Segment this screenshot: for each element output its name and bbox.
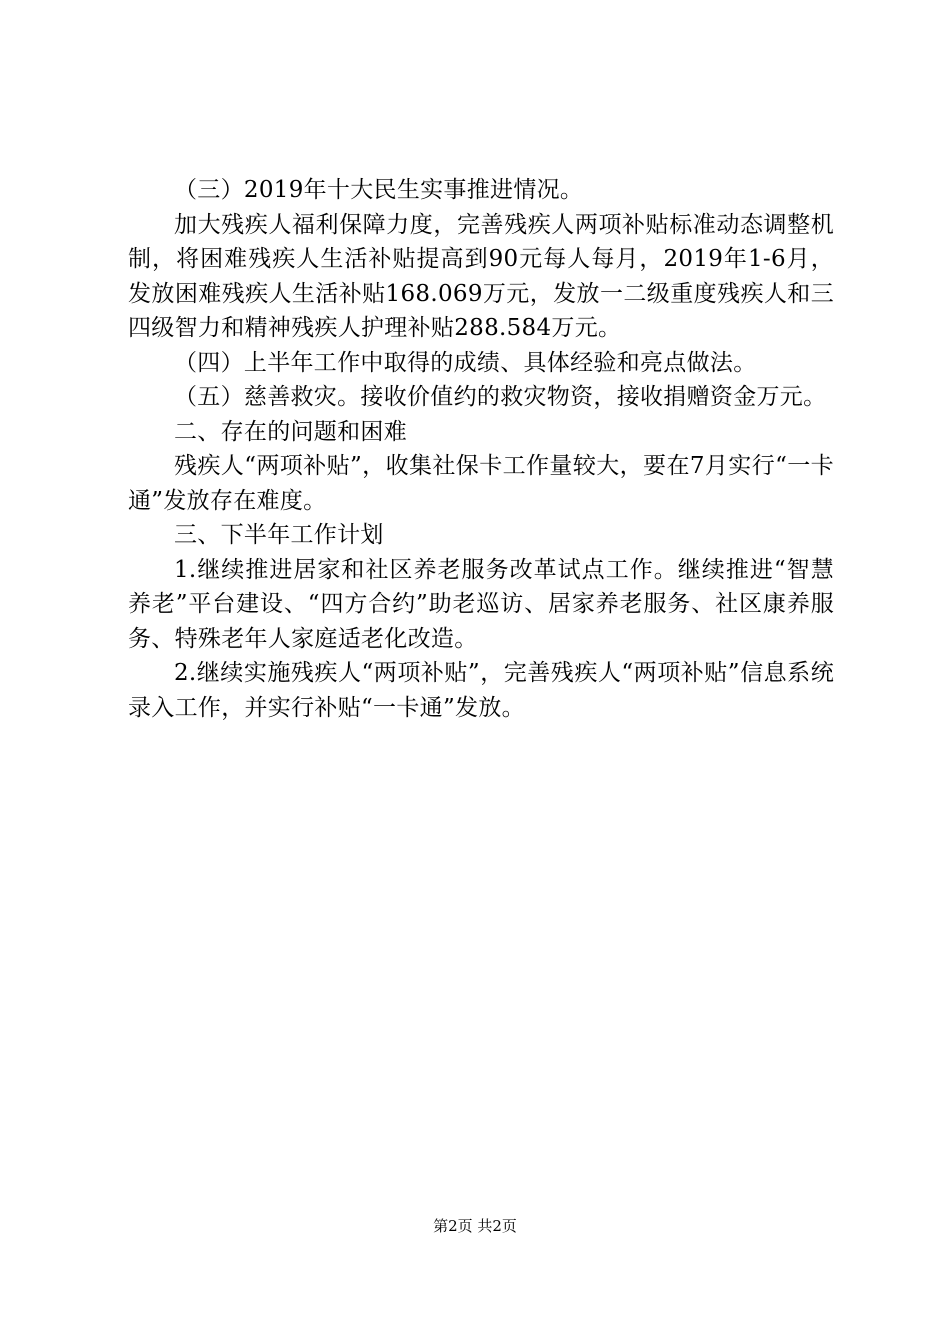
document-body — [128, 173, 834, 725]
section-heading-four: （四）上半年工作中取得的成绩、具体经验和亮点做法。 — [174, 349, 757, 376]
section-heading-three: （三）2019年十大民生实事推进情况。 — [174, 177, 584, 203]
paragraph-problems: 残疾人“两项补贴”，收集社保卡工作量较大，要在7月实行“一卡通”发放存在难度。 — [128, 453, 834, 514]
section-heading-plan: 三、下半年工作计划 — [174, 522, 384, 548]
section-heading-five: （五）慈善救灾。接收价值约的救灾物资，接收捐赠资金万元。 — [174, 384, 827, 410]
plan-item-2: 2.继续实施残疾人“两项补贴”，完善残疾人“两项补贴”信息系统录入工作，并实行补贴“一卡通”发放。 — [128, 660, 834, 721]
page-footer: 第2页 共2页 — [433, 1217, 517, 1235]
plan-item-1: 1.继续推进居家和社区养老服务改革试点工作。继续推进“智慧养老”平台建设、“四方合约”助老巡访、居家养老服务、社区康养服务、特殊老年人家庭适老化改造。 — [128, 556, 834, 652]
paragraph-welfare-subsidies: 加大残疾人福利保障力度，完善残疾人两项补贴标准动态调整机制，将困难残疾人生活补贴提高到90元每人每月，2019年1-6月，发放困难残疾人生活补贴168.069万元，发放一二级重度残疾人和三四级智力和精神残疾人护理补贴288.584万元。 — [128, 211, 834, 341]
section-heading-problems: 二、存在的问题和困难 — [174, 418, 407, 445]
